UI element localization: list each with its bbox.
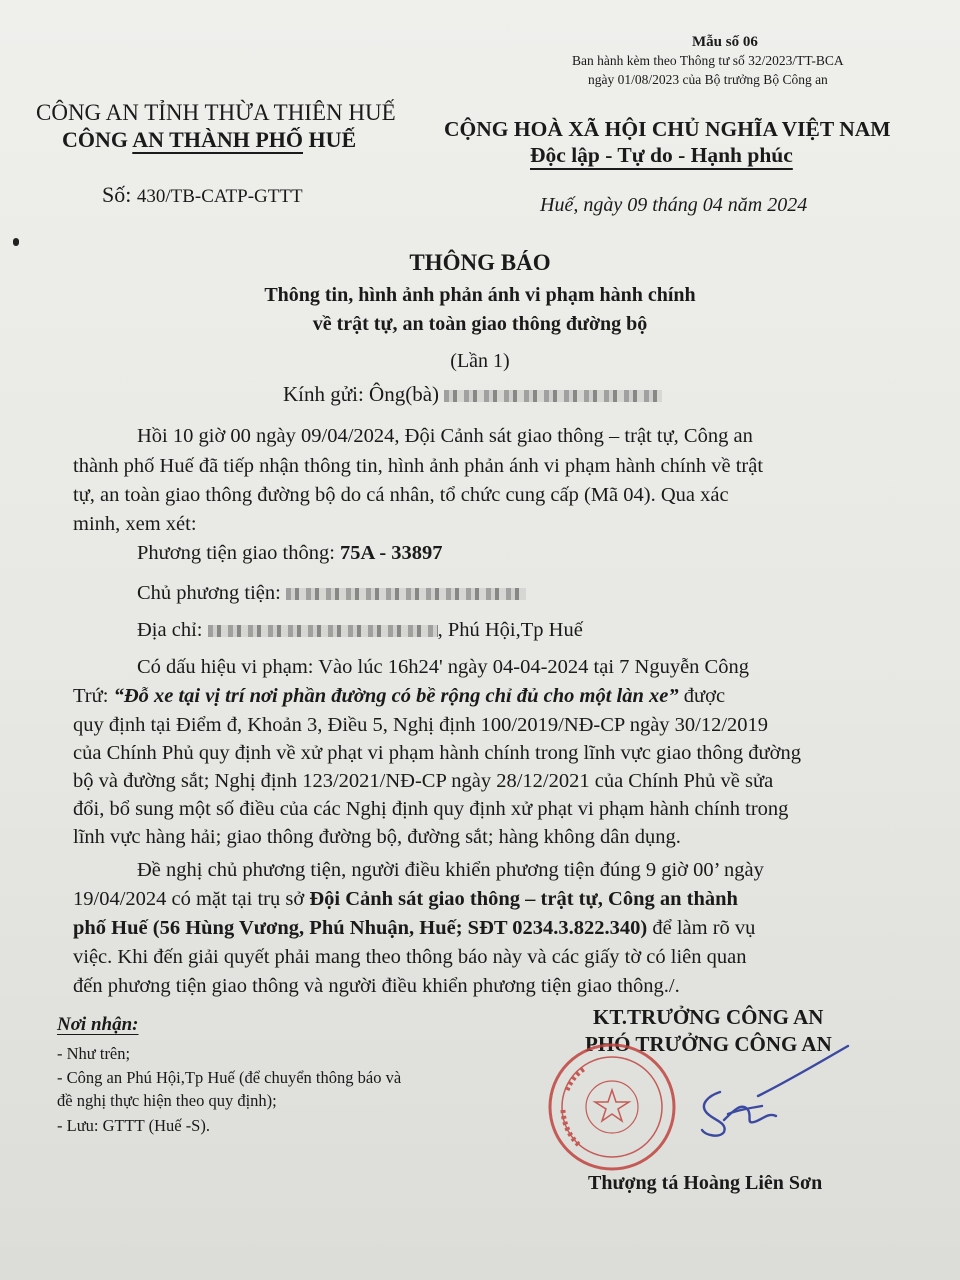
violation-line: quy định tại Điểm đ, Khoản 3, Điều 5, Nghị định 100/2019/NĐ-CP ngày 30/12/2019 — [73, 714, 769, 736]
para1-line: Hồi 10 giờ 00 ngày 09/04/2024, Đội Cảnh sát giao thông – trật tự, Công an — [137, 425, 753, 447]
issue-date: Huế, ngày 09 tháng 04 năm 2024 — [540, 194, 808, 216]
request-line: phố Huế (56 Hùng Vương, Phú Nhuận, Huế; SĐT 0234.3.822.340) để làm rõ vụ — [73, 917, 756, 939]
address-line: Địa chỉ: , Phú Hội,Tp Huế — [137, 619, 583, 641]
violation-line: Có dấu hiệu vi phạm: Vào lúc 16h24' ngày 04-04-2024 tại 7 Nguyễn Công — [137, 656, 749, 678]
request-line: đến phương tiện giao thông và người điều khiển phương tiện giao thông./. — [73, 975, 680, 997]
signer-name: Thượng tá Hoàng Liên Sơn — [588, 1172, 823, 1194]
violation-line: đổi, bổ sung một số điều của các Nghị định quy định xử phạt vi phạm hành chính trong — [73, 798, 789, 820]
owner-line: Chủ phương tiện: — [137, 582, 526, 605]
redacted-address — [208, 625, 438, 637]
signature-title-2: PHÓ TRƯỞNG CÔNG AN — [585, 1032, 832, 1056]
handwritten-signature-icon — [650, 1040, 870, 1140]
form-reference: Ban hành kèm theo Thông tư số 32/2023/TT-BCA — [572, 53, 844, 68]
signature-title-1: KT.TRƯỞNG CÔNG AN — [593, 1005, 824, 1029]
ink-dot — [13, 238, 19, 246]
parent-agency: CÔNG AN TỈNH THỪA THIÊN HUẾ — [36, 100, 396, 125]
form-reference-date: ngày 01/08/2023 của Bộ trưởng Bộ Công an — [588, 72, 828, 87]
recipient-item: - Lưu: GTTT (Huế -S). — [57, 1116, 210, 1135]
redacted-owner — [286, 588, 526, 600]
request-line: 19/04/2024 có mặt tại trụ sở Đội Cảnh sát giao thông – trật tự, Công an thành — [73, 888, 738, 910]
form-number: Mẫu số 06 — [692, 34, 758, 50]
document-title: THÔNG BÁO — [409, 250, 551, 275]
recipient-item: - Công an Phú Hội,Tp Huế (để chuyển thông báo và — [57, 1068, 402, 1087]
violation-line: của Chính Phủ quy định về xử phạt vi phạm hành chính trong lĩnh vực giao thông đường — [73, 742, 801, 764]
redacted-name — [444, 390, 662, 402]
nation-motto: Độc lập - Tự do - Hạnh phúc — [530, 143, 793, 167]
violation-line: Trứ: “Đỗ xe tại vị trí nơi phần đường có bề rộng chỉ đủ cho một làn xe” được — [73, 685, 726, 707]
para1-line: minh, xem xét: — [73, 513, 197, 535]
addressee: Kính gửi: Ông(bà) — [283, 382, 662, 407]
document-number: Số: 430/TB-CATP-GTTT — [102, 182, 303, 207]
violation-line: bộ và đường sắt; Nghị định 123/2021/NĐ-CP ngày 28/12/2021 của Chính Phủ về sửa — [73, 770, 774, 792]
para1-line: tự, an toàn giao thông đường bộ do cá nhân, tổ chức cung cấp (Mã 04). Qua xác — [73, 484, 729, 506]
notice-count: (Lần 1) — [450, 350, 510, 372]
document-subtitle-2: về trật tự, an toàn giao thông đường bộ — [312, 313, 648, 335]
vehicle-plate: 75A - 33897 — [340, 542, 443, 564]
issuing-agency: CÔNG AN THÀNH PHỐ HUẾ — [62, 127, 357, 152]
vehicle-line: Phương tiện giao thông: 75A - 33897 — [137, 542, 443, 564]
document-subtitle-1: Thông tin, hình ảnh phản ánh vi phạm hành chính — [264, 284, 696, 306]
request-line: Đề nghị chủ phương tiện, người điều khiển phương tiện đúng 9 giờ 00’ ngày — [137, 859, 764, 881]
para1-line: thành phố Huế đã tiếp nhận thông tin, hình ảnh phản ánh vi phạm hành chính về trật — [73, 455, 764, 477]
recipient-item: đề nghị thực hiện theo quy định); — [57, 1091, 277, 1110]
nation-name: CỘNG HOÀ XÃ HỘI CHỦ NGHĨA VIỆT NAM — [444, 117, 891, 141]
violation-line: lĩnh vực hàng hải; giao thông đường bộ, đường sắt; hàng không dân dụng. — [73, 826, 681, 848]
recipients-label: Nơi nhận: — [57, 1014, 139, 1035]
recipient-item: - Như trên; — [57, 1044, 131, 1063]
request-line: việc. Khi đến giải quyết phải mang theo thông báo này và các giấy tờ có liên quan — [73, 946, 747, 968]
